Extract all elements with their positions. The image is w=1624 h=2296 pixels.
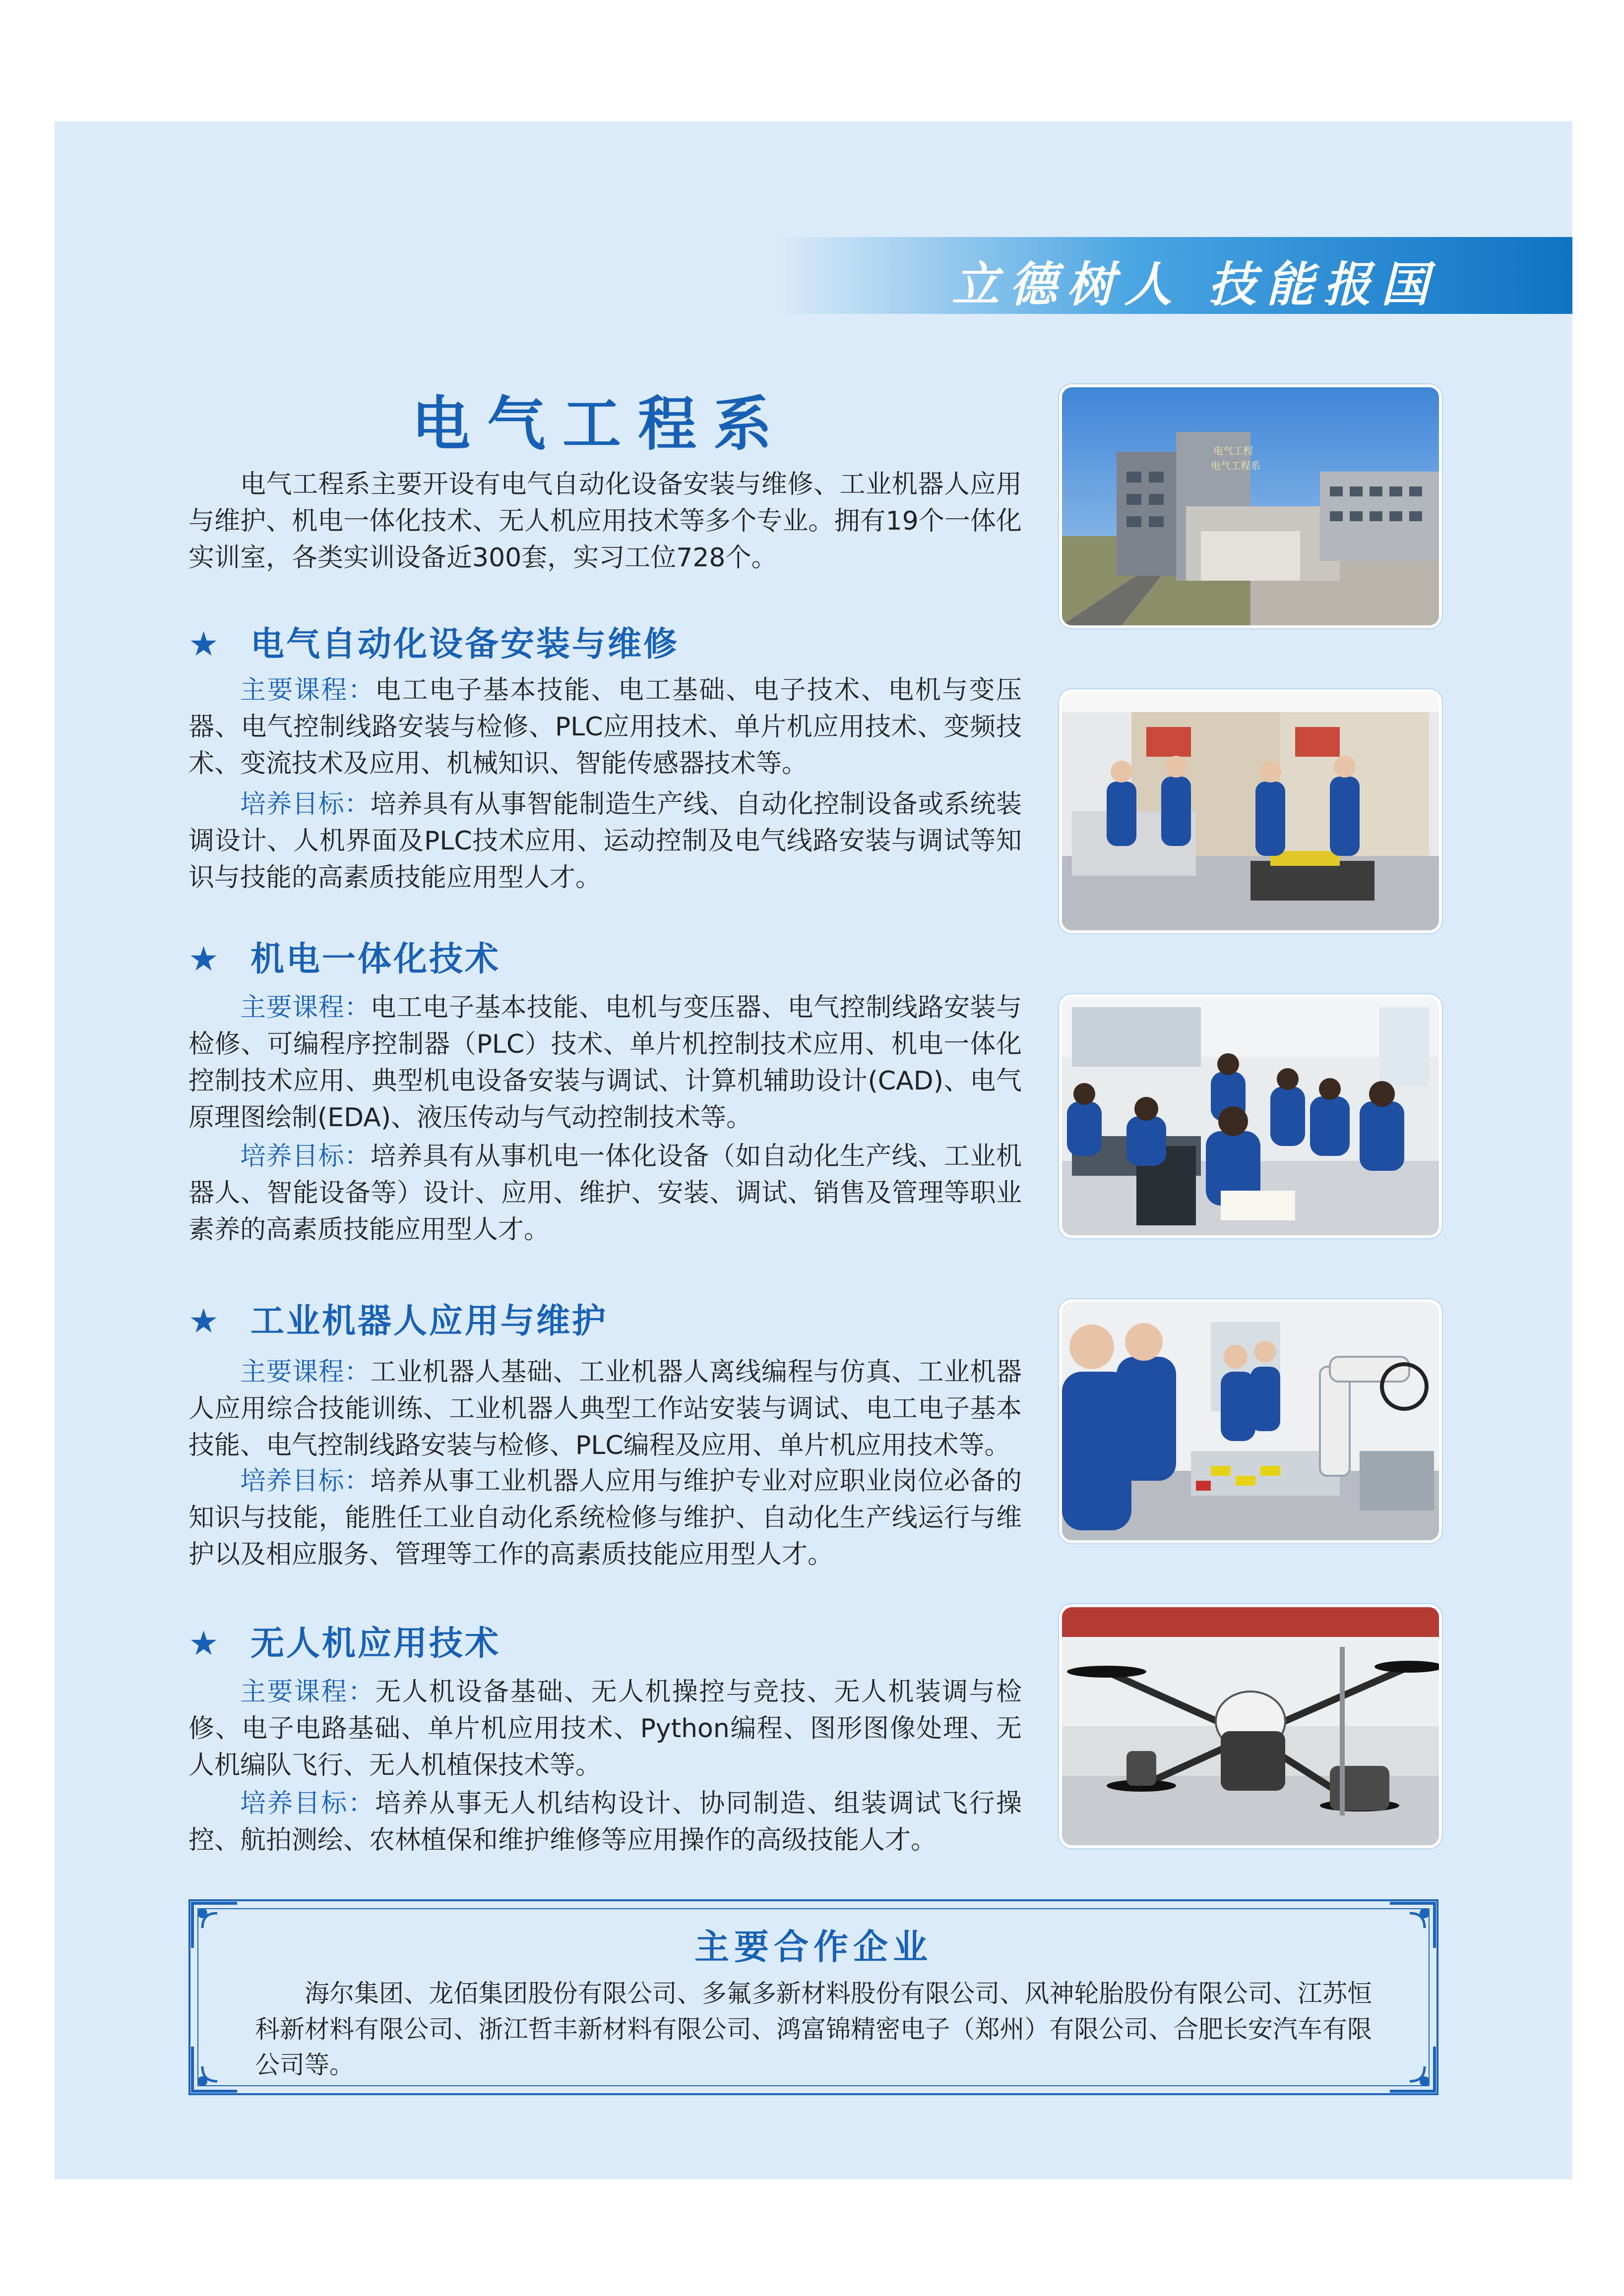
robot-lab-photo [1059, 1299, 1442, 1543]
goal-label: 培养目标： [240, 789, 371, 819]
course-text: 无人机设备基础、无人机操控与竞技、无人机装调与检修、电子电路基础、单片机应用技术、Python编程、图形图像处理、无人机编队飞行、无人机植保技术等。 [188, 1677, 1022, 1780]
section-title: 机电一体化技术 [250, 940, 501, 979]
goal-text: 培养从事无人机结构设计、协同制造、组装调试飞行操控、航拍测绘、农林植保和维护维修等应用操作的高级技能人才。 [188, 1789, 1022, 1855]
slogan-text: 立德树人 技能报国 [951, 256, 1438, 312]
building-sign-top: 电气工程 [1213, 445, 1253, 457]
course-paragraph [188, 1354, 1022, 1464]
course-text: 电工电子基本技能、电工基础、电子技术、电机与变压器、电气控制线路安装与检修、PLC应用技术、单片机应用技术、变频技术、变流技术及应用、机械知识、智能传感器技术等。 [188, 675, 1022, 779]
training-room-photo [1059, 689, 1442, 933]
section-heading-drone [188, 1617, 500, 1665]
goal-text: 培养具有从事机电一体化设备（如自动化生产线、工业机器人、智能设备等）设计、应用、维护、安装、调试、销售及管理等职业素养的高素质技能应用型人才。 [188, 1142, 1022, 1245]
section-heading-electrical-automation [188, 617, 679, 665]
goal-label: 培养目标： [240, 1789, 375, 1818]
cooperation-text: 海尔集团、龙佰集团股份有限公司、多氟多新材料股份有限公司、风神轮胎股份有限公司、江苏恒科新材料有限公司、浙江哲丰新材料有限公司、鸿富锦精密电子（郑州）有限公司、合肥长安汽车有限公司等。 [255, 1979, 1372, 2079]
course-label: 主要课程： [240, 675, 375, 705]
slogan-banner [774, 237, 1572, 314]
goal-text: 培养具有从事智能制造生产线、自动化控制设备或系统装调设计、人机界面及PLC技术应用、运动控制及电气线路安装与调试等知识与技能的高素质技能应用型人才。 [188, 789, 1022, 893]
course-label: 主要课程： [240, 1357, 371, 1387]
section-title: 无人机应用技术 [250, 1624, 501, 1663]
star-icon: ★ [188, 625, 221, 664]
building-sign-bottom: 电气工程系 [1211, 460, 1260, 472]
cooperation-title: 主要合作企业 [694, 1927, 933, 1967]
building-photo [1059, 384, 1442, 628]
goal-paragraph [188, 1785, 1022, 1859]
goal-label: 培养目标： [240, 1142, 371, 1171]
page-title: 电气工程系 [411, 390, 789, 458]
intro-paragraph: 电气工程系主要开设有电气自动化设备安装与维修、工业机器人应用与维护、机电一体化技术、无人机应用技术等多个专业。拥有19个一体化实训室，各类实训设备近300套，实习工位728个。 [188, 470, 1022, 573]
course-paragraph [188, 1674, 1022, 1784]
course-label: 主要课程： [240, 993, 371, 1023]
classroom-photo [1059, 994, 1442, 1238]
goal-paragraph [188, 1138, 1022, 1248]
cooperation-box [188, 1899, 1438, 2095]
drone-photo [1059, 1604, 1442, 1848]
ornament-corner-icon [1385, 2042, 1439, 2096]
goal-paragraph [188, 786, 1022, 896]
section-title: 电气自动化设备安装与维修 [250, 625, 680, 664]
course-text: 电工电子基本技能、电机与变压器、电气控制线路安装与检修、可编程序控制器（PLC）技术、单片机控制技术应用、机电一体化控制技术应用、典型机电设备安装与调试、计算机辅助设计(CAD)、电气原理图绘制(EDA)、液压传动与气动控制技术等。 [188, 993, 1022, 1133]
course-label: 主要课程： [240, 1677, 375, 1707]
ornament-corner-icon [187, 2042, 242, 2096]
star-icon: ★ [188, 1624, 221, 1663]
section-heading-mechatronics [188, 932, 500, 980]
course-paragraph [188, 989, 1022, 1136]
star-icon: ★ [188, 1302, 221, 1341]
goal-paragraph [188, 1463, 1022, 1573]
star-icon: ★ [188, 940, 221, 979]
section-heading-industrial-robot [188, 1294, 608, 1342]
goal-text: 培养从事工业机器人应用与维护专业对应职业岗位必备的知识与技能，能胜任工业自动化系统检修与维护、自动化生产线运行与维护以及相应服务、管理等工作的高素质技能应用型人才。 [188, 1466, 1022, 1570]
course-text: 工业机器人基础、工业机器人离线编程与仿真、工业机器人应用综合技能训练、工业机器人典型工作站安装与调试、电工电子基本技能、电气控制线路安装与检修、PLC编程及应用、单片机应用技术等。 [188, 1357, 1022, 1460]
section-title: 工业机器人应用与维护 [250, 1302, 608, 1341]
course-paragraph [188, 672, 1022, 782]
goal-label: 培养目标： [240, 1466, 371, 1496]
